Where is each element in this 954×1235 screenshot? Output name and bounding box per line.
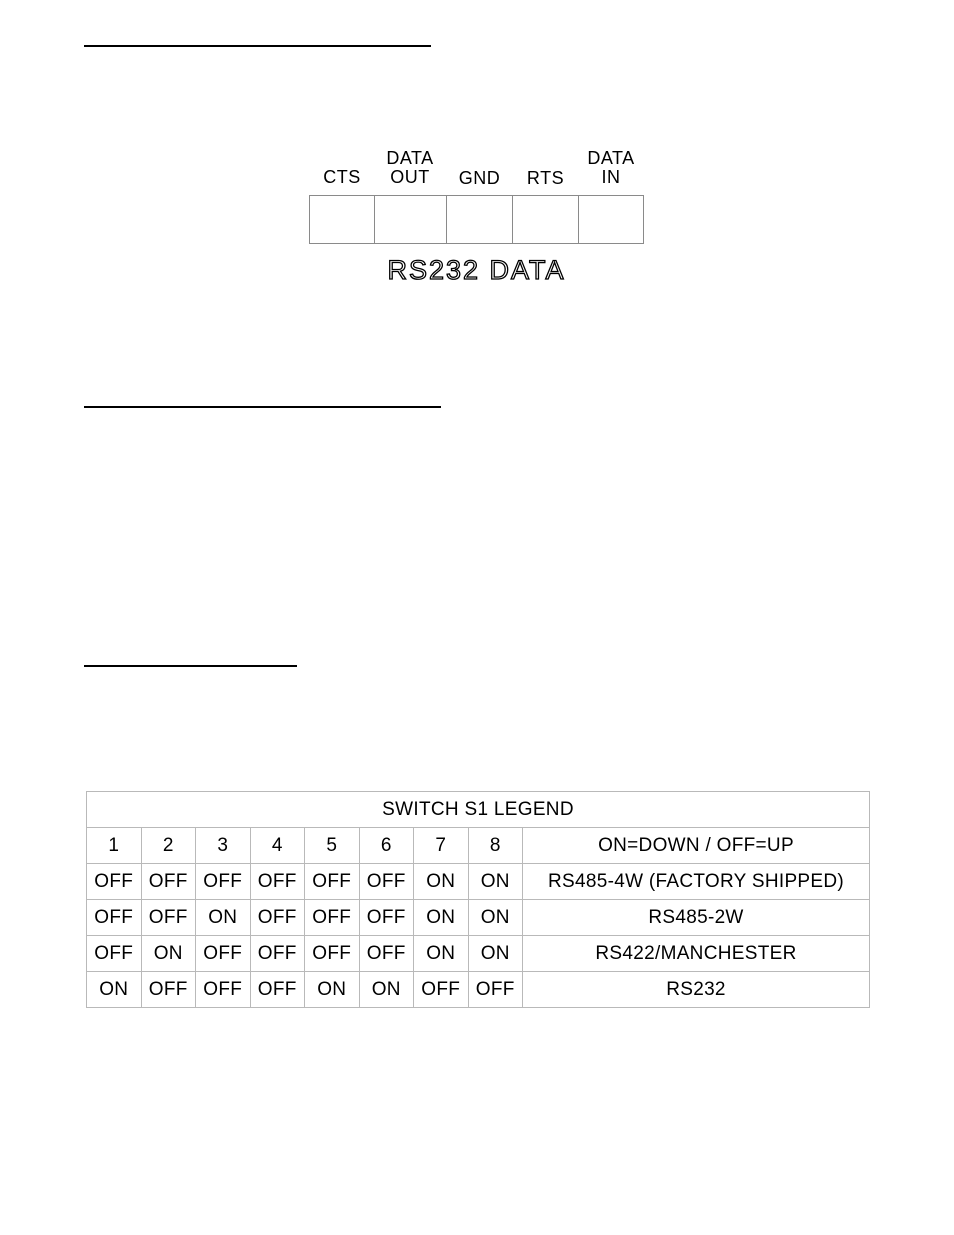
- header-cell: 2: [141, 828, 196, 864]
- switch-state-cell: OFF: [359, 900, 414, 936]
- switch-legend-table: [86, 791, 870, 1008]
- switch-state-cell: OFF: [141, 972, 196, 1008]
- header-cell: 3: [196, 828, 251, 864]
- terminal-label-data-in: DATA IN: [587, 148, 635, 187]
- switch-state-cell: OFF: [87, 900, 142, 936]
- switch-state-cell: ON: [468, 864, 523, 900]
- header-cell: ON=DOWN / OFF=UP: [523, 828, 870, 864]
- switch-state-cell: ON: [305, 972, 360, 1008]
- terminal-cell: [447, 196, 513, 243]
- switch-state-cell: OFF: [250, 972, 305, 1008]
- switch-state-cell: OFF: [87, 936, 142, 972]
- switch-state-cell: ON: [414, 900, 469, 936]
- table-title-row: [87, 792, 870, 828]
- table-row: [87, 900, 870, 936]
- switch-state-cell: ON: [196, 900, 251, 936]
- terminal-cell: [513, 196, 579, 243]
- switch-state-cell: OFF: [196, 936, 251, 972]
- mode-cell: RS485-2W: [523, 900, 870, 936]
- switch-state-cell: OFF: [141, 864, 196, 900]
- switch-state-cell: OFF: [305, 864, 360, 900]
- switch-state-cell: ON: [468, 936, 523, 972]
- terminal-cell: [579, 196, 643, 243]
- header-cell: 4: [250, 828, 305, 864]
- mode-cell: RS485-4W (FACTORY SHIPPED): [523, 864, 870, 900]
- terminal-label-cts: CTS: [323, 167, 361, 187]
- terminal-cell: [310, 196, 375, 243]
- switch-state-cell: ON: [468, 900, 523, 936]
- table-row: [87, 864, 870, 900]
- switch-state-cell: OFF: [250, 864, 305, 900]
- header-cell: 8: [468, 828, 523, 864]
- table-header-row: [87, 828, 870, 864]
- switch-state-cell: OFF: [305, 936, 360, 972]
- header-cell: 5: [305, 828, 360, 864]
- section-heading-underline: [84, 665, 297, 667]
- mode-cell: RS232: [523, 972, 870, 1008]
- switch-state-cell: OFF: [250, 936, 305, 972]
- switch-state-cell: OFF: [196, 864, 251, 900]
- switch-state-cell: ON: [141, 936, 196, 972]
- switch-state-cell: OFF: [141, 900, 196, 936]
- switch-state-cell: OFF: [196, 972, 251, 1008]
- section-heading-underline: [84, 45, 431, 47]
- table-row: [87, 972, 870, 1008]
- header-cell: 7: [414, 828, 469, 864]
- switch-state-cell: OFF: [87, 864, 142, 900]
- terminal-label-gnd: GND: [458, 168, 501, 188]
- switch-state-cell: OFF: [305, 900, 360, 936]
- switch-state-cell: ON: [414, 936, 469, 972]
- section-heading-underline: [84, 406, 441, 408]
- mode-cell: RS422/MANCHESTER: [523, 936, 870, 972]
- terminal-label-rts: RTS: [526, 168, 565, 188]
- switch-state-cell: ON: [359, 972, 414, 1008]
- diagram-title: RS232 DATA: [387, 255, 566, 285]
- header-cell: 6: [359, 828, 414, 864]
- switch-state-cell: OFF: [414, 972, 469, 1008]
- table-title: SWITCH S1 LEGEND: [87, 792, 870, 828]
- terminal-block: [309, 195, 644, 244]
- switch-state-cell: OFF: [250, 900, 305, 936]
- terminal-cell: [375, 196, 447, 243]
- switch-state-cell: ON: [87, 972, 142, 1008]
- switch-state-cell: OFF: [359, 864, 414, 900]
- table-row: [87, 936, 870, 972]
- header-cell: 1: [87, 828, 142, 864]
- switch-state-cell: OFF: [468, 972, 523, 1008]
- terminal-label-data-out: DATA OUT: [386, 148, 434, 187]
- switch-state-cell: OFF: [359, 936, 414, 972]
- switch-state-cell: ON: [414, 864, 469, 900]
